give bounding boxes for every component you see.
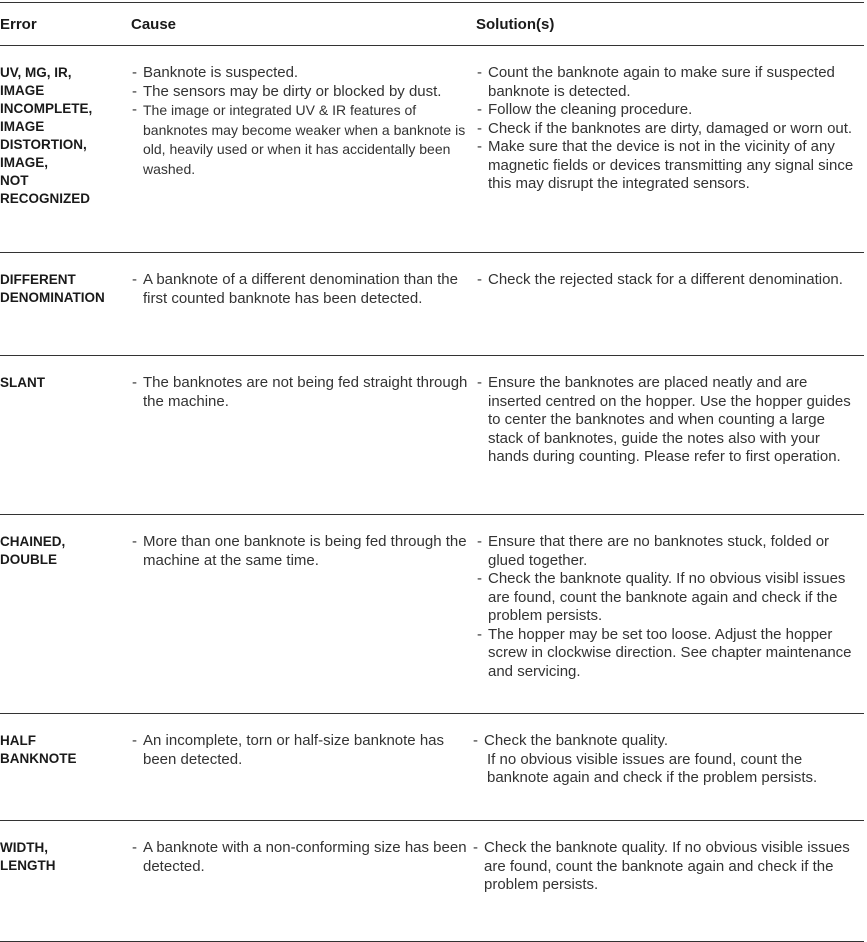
table-row bbox=[0, 253, 864, 356]
error-label-line: INCOMPLETE, bbox=[0, 101, 93, 116]
error-cell bbox=[0, 714, 131, 821]
table-row bbox=[0, 46, 864, 253]
error-label-line: IMAGE bbox=[0, 83, 45, 98]
solution-item bbox=[473, 732, 864, 788]
error-label-line: UV, MG, IR, bbox=[0, 65, 72, 80]
solution-item: - Ensure that there are no banknotes stuck, folded or glued together. bbox=[477, 533, 864, 570]
solution-cell bbox=[476, 356, 864, 515]
solution-item: - Check the banknote quality. If no obvious visibl issues are found, count the banknote again and check if the problem persists. bbox=[477, 570, 864, 626]
header-error: Error bbox=[0, 3, 131, 46]
error-label-line: NOT bbox=[0, 173, 29, 188]
header-solution: Solution(s) bbox=[476, 3, 864, 46]
solution-item: - The hopper may be set too loose. Adjust the hopper screw in clockwise direction. See chapter maintenance and servicing. bbox=[477, 626, 864, 682]
table-row bbox=[0, 821, 864, 942]
cause-item bbox=[132, 101, 476, 179]
error-cell bbox=[0, 356, 131, 515]
cause-item: - An incomplete, torn or half-size banknote has been detected. bbox=[132, 732, 476, 769]
error-label-line: DENOMINATION bbox=[0, 290, 105, 305]
cause-item: - The banknotes are not being fed straight through the machine. bbox=[132, 374, 476, 411]
cause-item: - A banknote with a non-conforming size has been detected. bbox=[132, 839, 476, 876]
cause-cell bbox=[131, 46, 476, 253]
table-row bbox=[0, 515, 864, 714]
cause-item: - More than one banknote is being fed through the machine at the same time. bbox=[132, 533, 476, 570]
cause-cell bbox=[131, 821, 476, 942]
error-cell bbox=[0, 46, 131, 253]
solution-item: - Make sure that the device is not in the vicinity of any magnetic fields or devices transmitting any signal since this may disrupt the integrated sensors. bbox=[477, 138, 864, 194]
error-label-line: SLANT bbox=[0, 375, 45, 390]
header-cause: Cause bbox=[131, 3, 476, 46]
cause-item: - Banknote is suspected. bbox=[132, 64, 476, 83]
solution-cell bbox=[476, 515, 864, 714]
error-label-line: HALF bbox=[0, 733, 36, 748]
cause-item-text: The image or integrated UV & IR features of banknotes may become weaker when a banknote is old, heavily used or when it has accidentally been washed. bbox=[143, 102, 466, 177]
error-label-line: CHAINED, bbox=[0, 534, 66, 549]
error-table bbox=[0, 2, 864, 942]
error-cell bbox=[0, 253, 131, 356]
error-label-line: BANKNOTE bbox=[0, 751, 77, 766]
solution-cell bbox=[476, 714, 864, 821]
cause-item: - The sensors may be dirty or blocked by dust. bbox=[132, 83, 476, 102]
solution-cell bbox=[476, 821, 864, 942]
cause-cell bbox=[131, 515, 476, 714]
solution-cell bbox=[476, 46, 864, 253]
error-label-line: IMAGE, bbox=[0, 155, 49, 170]
error-label-line: DIFFERENT bbox=[0, 272, 76, 287]
error-label-line: IMAGE bbox=[0, 119, 45, 134]
table-header-row bbox=[0, 3, 864, 46]
cause-cell bbox=[131, 356, 476, 515]
error-label-line: RECOGNIZED bbox=[0, 191, 91, 206]
error-label-line: DISTORTION, bbox=[0, 137, 87, 152]
solution-item: - Check if the banknotes are dirty, damaged or worn out. bbox=[477, 120, 864, 139]
solution-continuation: If no obvious visible issues are found, count the banknote again and check if the problem persists. bbox=[487, 750, 818, 786]
error-label-line: LENGTH bbox=[0, 858, 56, 873]
table-row bbox=[0, 714, 864, 821]
cause-cell bbox=[131, 714, 476, 821]
solution-item: - Check the banknote quality. If no obvious visible issues are found, count the banknote again and check if the problem persists. bbox=[473, 839, 864, 895]
cause-cell bbox=[131, 253, 476, 356]
solution-item: - Follow the cleaning procedure. bbox=[477, 101, 864, 120]
error-cell bbox=[0, 821, 131, 942]
error-cell bbox=[0, 515, 131, 714]
table-row bbox=[0, 356, 864, 515]
solution-item-text: Check the banknote quality. bbox=[484, 732, 669, 749]
solution-cell bbox=[476, 253, 864, 356]
error-label-line: WIDTH, bbox=[0, 840, 48, 855]
solution-item: - Ensure the banknotes are placed neatly and are inserted centred on the hopper. Use the hopper guides to center the banknotes and when counting a large stack of banknotes, guide the notes also with your hands during counting. Please refer to first operation. bbox=[477, 374, 864, 467]
solution-item: - Check the rejected stack for a different denomination. bbox=[477, 271, 864, 290]
solution-item: - Count the banknote again to make sure if suspected banknote is detected. bbox=[477, 64, 864, 101]
error-label-line: DOUBLE bbox=[0, 552, 57, 567]
cause-item: - A banknote of a different denomination than the first counted banknote has been detected. bbox=[132, 271, 476, 308]
